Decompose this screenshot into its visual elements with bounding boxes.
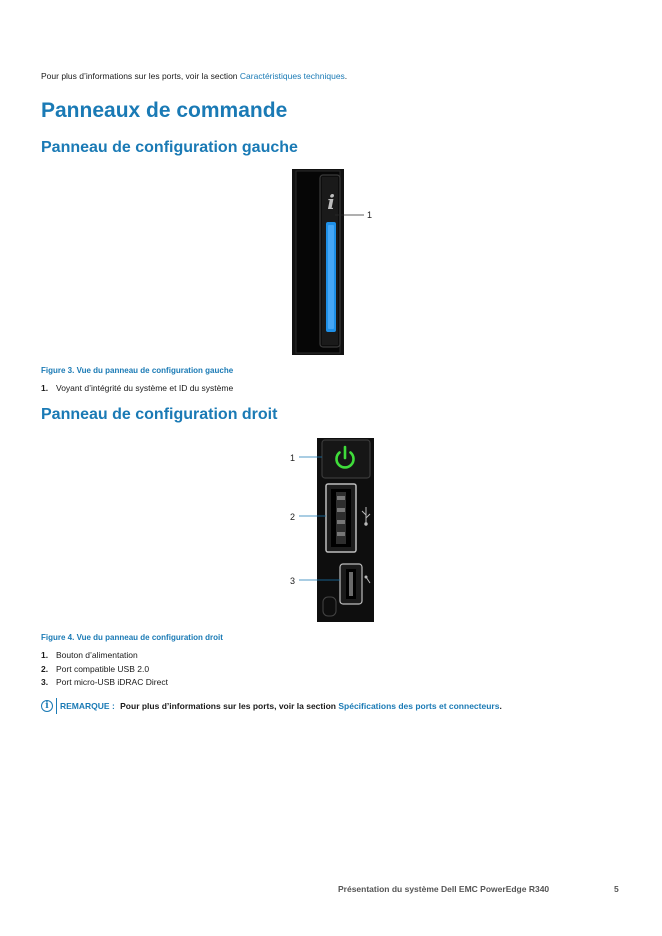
right-control-panel-figure [282,436,382,626]
figure3-caption: Figure 3. Vue du panneau de configuration gauche [41,366,234,375]
page-number: 5 [614,884,619,894]
callout-2: 2 [290,512,296,522]
figure3-legend [41,382,233,396]
list-item-text: Bouton d’alimentation [56,650,138,660]
note-text: Pour plus d’informations sur les ports, voir la section [117,701,339,711]
left-control-panel-figure [286,167,386,357]
usb-port [326,484,356,552]
footer-title: Présentation du système Dell EMC PowerEdge R340 [338,884,550,894]
list-item-text: Voyant d’intégrité du système et ID du système [56,383,234,393]
left-panel-heading: Panneau de configuration gauche [41,139,298,156]
system-id-icon [327,190,335,214]
intro-text: Pour plus d’informations sur les ports, voir la section [41,71,240,81]
note-box [41,698,502,714]
list-item [41,663,168,677]
note-divider [56,698,57,714]
note-label: REMARQUE : [60,701,115,711]
list-item-number: 1. [41,650,49,660]
figure4-legend [41,649,168,690]
info-icon: i [41,700,53,712]
callout-1: 1 [367,210,373,220]
list-item-number: 1. [41,383,49,393]
list-item [41,649,168,663]
intro-end: . [344,71,348,81]
micro-usb-port [340,564,362,604]
list-item-number: 3. [41,677,49,687]
right-panel-heading: Panneau de configuration droit [41,406,278,423]
svg-text:i: i [327,190,335,214]
list-item [41,676,168,690]
ports-connectors-link[interactable]: Spécifications des ports et connecteurs [338,701,500,711]
list-item-number: 2. [41,663,49,674]
callout-1: 1 [290,453,296,463]
main-heading: Panneaux de commande [41,99,288,122]
list-item [41,382,233,396]
note-end: . [499,701,502,711]
figure4-caption: Figure 4. Vue du panneau de configuration droit [41,633,223,642]
technical-specs-link[interactable]: Caractéristiques techniques [239,71,345,81]
callout-3: 3 [290,576,296,586]
intro-paragraph [41,71,347,81]
list-item-text: Port micro-USB iDRAC Direct [56,677,168,687]
power-button [322,440,370,478]
list-item-text: Port compatible USB 2.0 [56,663,150,674]
